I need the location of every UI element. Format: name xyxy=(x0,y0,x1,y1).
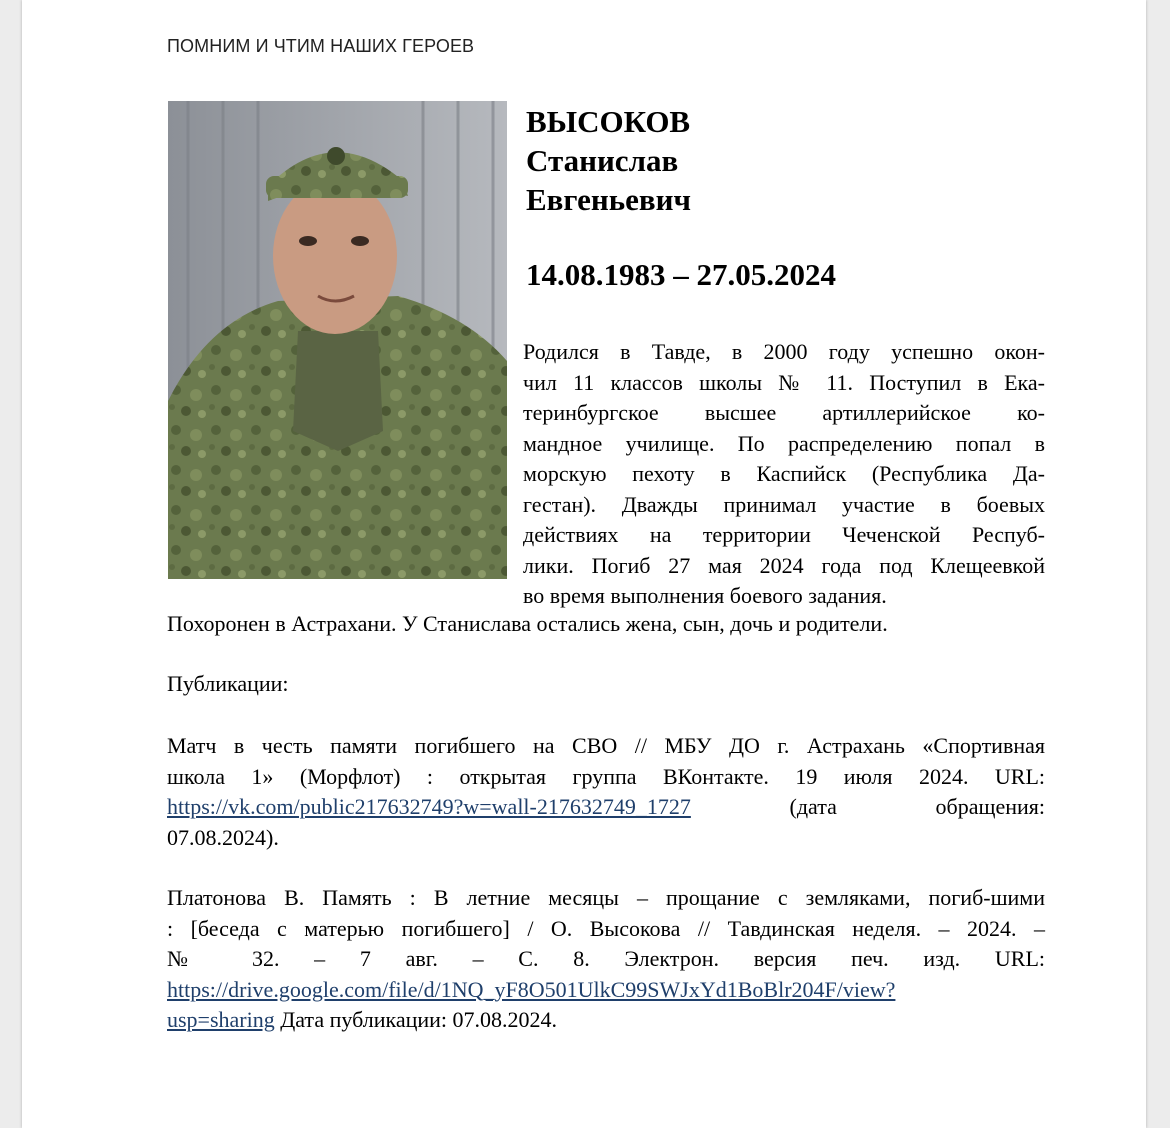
biography xyxy=(523,337,1045,612)
person-patronymic: Евгеньевич xyxy=(526,182,691,217)
person-first-name: Станислав xyxy=(526,143,679,178)
bio-line: теринбургское высшее артиллерийское ко- xyxy=(523,400,1045,425)
person-surname: ВЫСОКОВ xyxy=(526,104,691,139)
publication-url-link[interactable]: https://drive.google.com/file/d/1NQ_yF8O501UlkC99SWJxYd1BoBlr204F/view? xyxy=(167,976,896,1002)
bio-line: действиях на территории Чеченской Респуб- xyxy=(523,522,1045,547)
bio-line: морскую пехоту в Каспийск (Республика Да- xyxy=(523,461,1045,486)
publication-line: № 32. – 7 авг. – С. 8. Электрон. версия печ. изд. URL: xyxy=(167,946,1045,971)
publication-line: 07.08.2024). xyxy=(167,824,279,850)
life-dates: 14.08.1983 – 27.05.2024 xyxy=(526,257,836,292)
publication-line: школа 1» (Морфлот) : открытая группа ВКонтакте. 19 июля 2024. URL: xyxy=(167,763,1045,789)
publication-url-link-continued[interactable]: usp=sharing xyxy=(167,1007,275,1032)
publication-line xyxy=(167,1005,1045,1036)
portrait-photo xyxy=(168,101,507,579)
person-name xyxy=(526,102,691,219)
bio-line: во время выполнения боевого задания. xyxy=(523,583,887,608)
publication-line xyxy=(167,975,1045,1006)
publication-access-note: (дата обращения: xyxy=(789,794,1045,819)
publications-title: Публикации: xyxy=(167,671,289,696)
bio-line: гестан). Дважды принимал участие в боевых xyxy=(523,491,1045,517)
bio-line: чил 11 классов школы № 11. Поступил в Ека- xyxy=(523,369,1045,395)
bio-line: лики. Погиб 27 мая 2024 года под Клещеевкой xyxy=(523,552,1045,578)
page-header: ПОМНИМ И ЧТИМ НАШИХ ГЕРОЕВ xyxy=(167,36,475,56)
bio-line: Родился в Тавде, в 2000 году успешно окон- xyxy=(523,339,1045,364)
bio-line: мандное училище. По распределению попал в xyxy=(523,430,1045,456)
publication-item xyxy=(167,731,1045,853)
publication-line: : [беседа с матерью погибшего] / О. Высокова // Тавдинская неделя. – 2024. – xyxy=(167,915,1045,941)
publication-line: Матч в честь памяти погибшего на СВО // МБУ ДО г. Астрахань «Спортивная xyxy=(167,733,1045,758)
publication-line xyxy=(167,792,1045,823)
publication-url-link[interactable]: https://vk.com/public217632749?w=wall-217632749_1727 xyxy=(167,794,691,819)
publication-item xyxy=(167,883,1045,1036)
biography-continued: Похоронен в Астрахани. У Станислава остались жена, сын, дочь и родители. xyxy=(167,611,888,636)
publication-line: Платонова В. Память : В летние месяцы – прощание с земляками, погиб-шими xyxy=(167,885,1045,910)
publication-date-note: Дата публикации: 07.08.2024. xyxy=(274,1007,558,1032)
